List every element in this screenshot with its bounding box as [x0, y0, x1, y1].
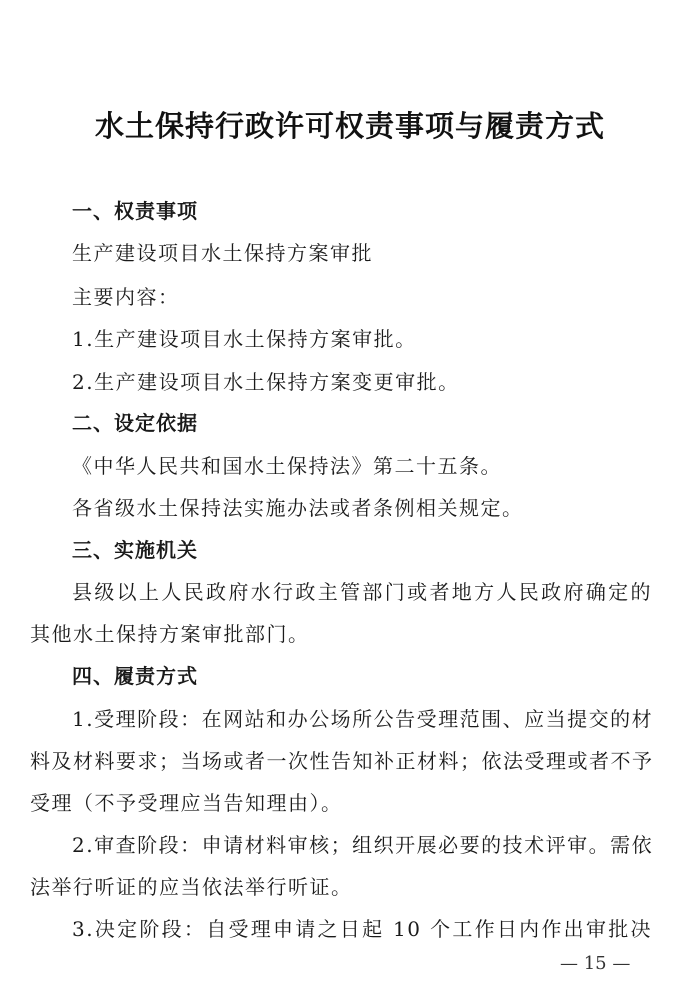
section-heading-1: 一、权责事项	[72, 199, 198, 223]
section-heading-2: 二、设定依据	[72, 411, 198, 435]
section-4-item-1-line-1: 1.受理阶段：在网站和办公场所公告受理范围、应当提交的材	[72, 707, 654, 731]
section-heading-4: 四、履责方式	[72, 664, 198, 688]
section-3-paragraph-line-2: 其他水土保持方案审批部门。	[30, 622, 310, 646]
section-1-line-2: 主要内容：	[72, 285, 180, 309]
section-4-item-1-line-2: 料及材料要求；当场或者一次性告知补正材料；依法受理或者不予	[30, 749, 654, 773]
page-number: — 15 —	[560, 953, 631, 974]
section-1-line-4: 2.生产建设项目水土保持方案变更审批。	[72, 370, 460, 394]
section-2-line-2: 各省级水土保持法实施办法或者条例相关规定。	[72, 496, 524, 520]
section-1-line-3: 1.生产建设项目水土保持方案审批。	[72, 327, 417, 351]
section-heading-3: 三、实施机关	[72, 538, 198, 562]
section-3-paragraph-line-1: 县级以上人民政府水行政主管部门或者地方人民政府确定的	[72, 580, 652, 604]
section-4-item-3-line-1: 3.决定阶段：自受理申请之日起 10 个工作日内作出审批决	[72, 917, 652, 941]
document-title: 水土保持行政许可权责事项与履责方式	[94, 109, 605, 143]
section-4-item-1-line-3: 受理（不予受理应当告知理由）。	[30, 791, 343, 815]
section-4-item-2-line-2: 法举行听证的应当依法举行听证。	[30, 875, 353, 899]
section-4-item-2-line-1: 2.审查阶段：申请材料审核；组织开展必要的技术评审。需依	[72, 833, 654, 857]
section-1-line-1: 生产建设项目水土保持方案审批	[72, 241, 373, 265]
section-2-line-1: 《中华人民共和国水土保持法》第二十五条。	[72, 454, 502, 478]
